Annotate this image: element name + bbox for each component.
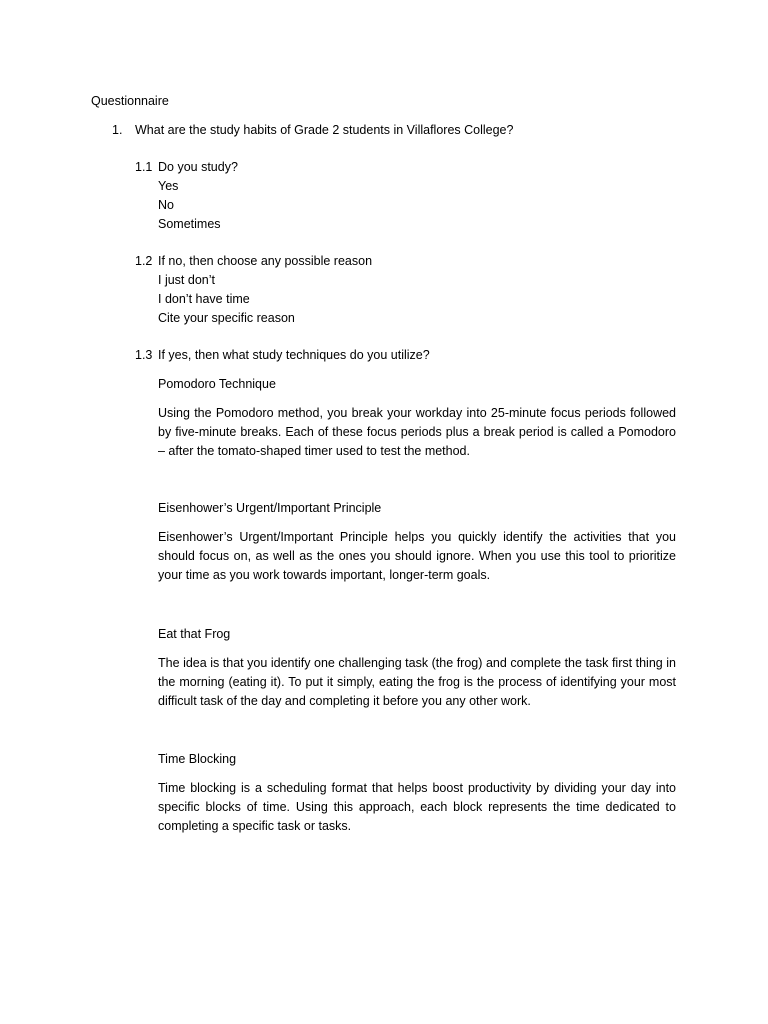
technique-description-eisenhower: Eisenhower’s Urgent/Important Principle helps you quickly identify the activities that you should focus on, as well as the ones you should ignore. When you use this tool to prioritize your time as you work towards important, longer-term goals. (158, 530, 676, 582)
question-1-1-option: Yes (158, 179, 179, 193)
question-1-text: What are the study habits of Grade 2 students in Villaflores College? (135, 123, 514, 137)
question-1-1-option: No (158, 198, 174, 212)
question-1-2-option: I don’t have time (158, 292, 250, 306)
question-1-3-number: 1.3 (135, 348, 153, 362)
document-title: Questionnaire (91, 94, 169, 108)
question-1-1-number: 1.1 (135, 160, 153, 174)
question-1-2-text: If no, then choose any possible reason (158, 254, 373, 268)
question-1-3-text: If yes, then what study techniques do you utilize? (158, 348, 430, 362)
question-1-2-option: Cite your specific reason (158, 311, 295, 325)
question-1-number: 1. (112, 123, 123, 137)
technique-description-eat-that-frog: The idea is that you identify one challenging task (the frog) and complete the task first thing in the morning (eating it). To put it simply, eating the frog is the process of identifying your most difficult task of the day and completing it before you any other work. (158, 656, 676, 708)
technique-title-eat-that-frog: Eat that Frog (158, 627, 231, 641)
technique-title-eisenhower: Eisenhower’s Urgent/Important Principle (158, 501, 382, 515)
technique-title-time-blocking: Time Blocking (158, 752, 237, 766)
question-1-2-option: I just don’t (158, 273, 215, 287)
technique-description-pomodoro: Using the Pomodoro method, you break your workday into 25-minute focus periods followed by five-minute breaks. Each of these focus periods plus a break period is called a Pomodoro – after the tomato-shaped timer used to test the method. (158, 406, 676, 458)
question-1-1-option: Sometimes (158, 217, 221, 231)
technique-description-time-blocking: Time blocking is a scheduling format that helps boost productivity by dividing your day into specific blocks of time. Using this approach, each block represents the time dedicated to completing a specific task or tasks. (158, 781, 676, 833)
question-1-2-number: 1.2 (135, 254, 153, 268)
technique-title-pomodoro: Pomodoro Technique (158, 377, 276, 391)
question-1-1-text: Do you study? (158, 160, 238, 174)
